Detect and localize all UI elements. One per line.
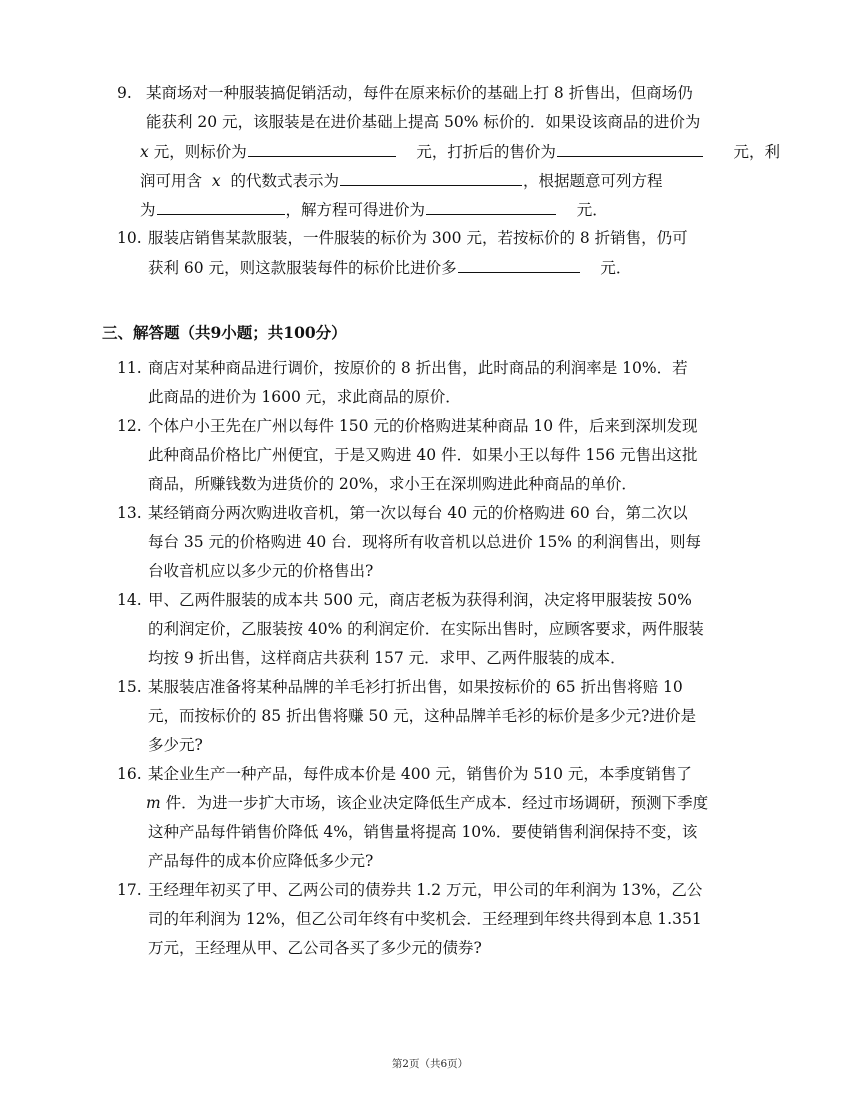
question-17-number: 17. (117, 881, 142, 899)
question-9-line-5 (140, 199, 608, 219)
question-17-line-3: 万元，王经理从甲、乙公司各买了多少元的债券? (148, 939, 482, 957)
question-9-line-4 (140, 170, 663, 190)
question-14-line-2: 的利润定价，乙服装按 40% 的利润定价．在实际出售时，应顾客要求，两件服装 (148, 620, 704, 638)
blank-cost-price[interactable] (426, 199, 556, 215)
question-13-number: 13. (117, 504, 142, 522)
question-15-line-1: 某服装店准备将某种品牌的羊毛衫打折出售，如果按标价的 65 折出售将赔 10 (148, 678, 683, 696)
question-13-line-3: 台收音机应以多少元的价格售出? (148, 562, 374, 580)
question-13-line-2: 每台 35 元的价格购进 40 台．现将所有收音机以总进价 15% 的利润售出，则每 (148, 533, 701, 551)
question-10-number: 10. (117, 229, 142, 247)
q9-text-5c: 元． (576, 201, 608, 219)
question-9-line-3 (140, 141, 780, 161)
variable-m: m (146, 794, 161, 812)
question-12-line-1: 个体户小王先在广州以每件 150 元的价格购进某种商品 10 件，后来到深圳发现 (148, 417, 698, 435)
question-9-number: 9. (117, 84, 132, 102)
question-16-line-1: 某企业生产一种产品，每件成本价是 400 元，销售价为 510 元，本季度销售了 (148, 765, 692, 783)
question-17-line-2: 司的年利润为 12%，但乙公司年终有中奖机会．王经理到年终共得到本息 1.351 (148, 910, 702, 928)
q9-text-5a: 为 (140, 201, 156, 219)
question-11-line-1: 商店对某种商品进行调价，按原价的 8 折出售，此时商品的利润率是 10%．若 (148, 359, 688, 377)
question-15-number: 15. (117, 678, 142, 696)
blank-profit-expression[interactable] (340, 170, 522, 186)
question-15-line-3: 多少元? (148, 736, 203, 754)
question-12-line-2: 此种商品价格比广州便宜，于是又购进 40 件．如果小王以每件 156 元售出这批 (148, 446, 698, 464)
question-14-line-3: 均按 9 折出售，这样商店共获利 157 元．求甲、乙两件服装的成本． (148, 649, 626, 667)
page-footer: 第2页（共6页） (391, 1058, 469, 1070)
question-14-line-1: 甲、乙两件服装的成本共 500 元，商店老板为获得利润，决定将甲服装按 50% (148, 591, 692, 609)
variable-x: x (140, 143, 149, 161)
q9-text-4b: 的代数式表示为 (230, 172, 339, 190)
q9-text-3c: 元，利 (733, 143, 781, 161)
blank-sale-price[interactable] (557, 141, 703, 157)
question-9-line-1: 某商场对一种服装搞促销活动，每件在原来标价的基础上打 8 折售出，但商场仍 (146, 84, 693, 102)
q10-text-2a: 获利 60 元，则这款服装每件的标价比进价多 (148, 259, 457, 277)
question-14-number: 14. (117, 591, 142, 609)
section-title: 三、解答题（共9小题；共100分） (102, 323, 347, 342)
question-16-line-2 (146, 793, 708, 813)
q9-text-3a: 元，则标价为 (153, 143, 247, 161)
question-16-line-3: 这种产品每件销售价降低 4%，销售量将提高 10%．要使销售利润保持不变，该 (148, 823, 698, 841)
q10-text-2b: 元． (600, 259, 632, 277)
question-11-line-2: 此商品的进价为 1600 元，求此商品的原价． (148, 388, 461, 406)
q16-text-2: 件．为进一步扩大市场，该企业决定降低生产成本．经过市场调研，预测下季度 (165, 794, 709, 812)
question-12-number: 12. (117, 417, 142, 435)
q9-text-4c: ，根据题意可列方程 (523, 172, 663, 190)
q9-text-3b: 元，打折后的售价为 (416, 143, 556, 161)
variable-x: x (211, 172, 221, 190)
question-9-line-2: 能获利 20 元，该服装是在进价基础上提高 50% 标价的．如果设该商品的进价为 (146, 113, 701, 131)
question-16-line-4: 产品每件的成本价应降低多少元? (148, 852, 374, 870)
question-10-line-2 (148, 257, 631, 277)
blank-list-price[interactable] (248, 141, 396, 157)
question-17-line-1: 王经理年初买了甲、乙两公司的债券共 1.2 万元，甲公司的年利润为 13%，乙公 (148, 881, 703, 899)
question-13-line-1: 某经销商分两次购进收音机，第一次以每台 40 元的价格购进 60 台，第二次以 (148, 504, 688, 522)
question-11-number: 11. (117, 359, 142, 377)
q9-text-5b: ，解方程可得进价为 (285, 201, 426, 219)
blank-price-difference[interactable] (458, 257, 580, 273)
question-10-line-1: 服装店销售某款服装，一件服装的标价为 300 元，若按标价的 8 折销售，仍可 (148, 229, 688, 247)
q9-text-4a: 润可用含 (140, 172, 203, 190)
question-12-line-3: 商品，所赚钱数为进货价的 20%，求小王在深圳购进此种商品的单价． (148, 475, 637, 493)
question-15-line-2: 元，而按标价的 85 折出售将赚 50 元，这种品牌羊毛衫的标价是多少元?进价是 (148, 707, 696, 725)
blank-equation[interactable] (157, 199, 285, 215)
question-16-number: 16. (117, 765, 142, 783)
